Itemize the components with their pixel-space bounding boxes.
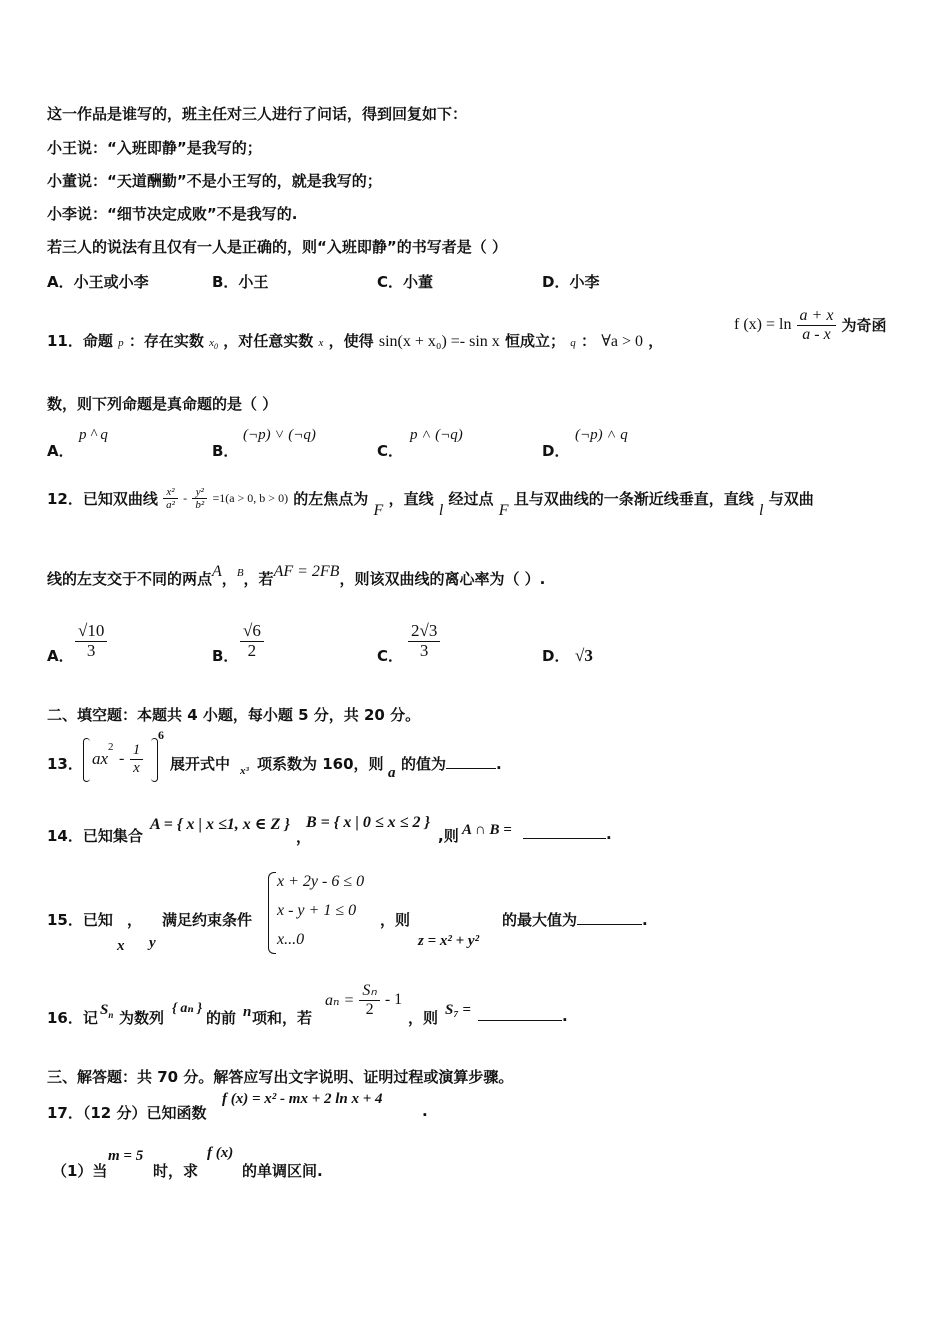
q14-comma: ， — [296, 828, 312, 846]
q15-constraint-3: x...0 — [277, 931, 305, 948]
q12-vector-eq: AF = 2FB — [273, 563, 340, 580]
q15-text-1: 满足约束条件 — [162, 911, 253, 929]
q12-y-fraction: $\frac{\text{y²}}{\text{b²}}$ — [192, 486, 207, 511]
q13-prefix: 13． — [47, 755, 83, 773]
q14-text-1: ,则 — [438, 827, 459, 845]
q16-text-2: 的前 — [206, 1009, 237, 1027]
q11-label-b: B． — [212, 442, 239, 460]
q15-text-2: ，则 — [380, 911, 411, 929]
q16-recurrence: aₙ = $\frac{\text{Sₙ}}{2}$ - 1 — [325, 982, 403, 1018]
q12-equation: =1(a > 0, b > 0) — [212, 491, 289, 506]
q16-text-3: 项和，若 — [252, 1009, 313, 1027]
q15-comma: ， — [127, 911, 143, 929]
q10-option-b: B．小王 — [212, 273, 269, 291]
q10-option-a: A．小王或小李 — [47, 273, 149, 291]
q11-text-5: ： — [581, 332, 597, 350]
q16-sequence: { aₙ } — [172, 1001, 203, 1016]
q17-m-value: m = 5 — [108, 1148, 144, 1164]
section-2-heading: 二、填空题：本题共 4 小题，每小题 5 分，共 20 分。 — [47, 706, 421, 724]
q13-text-1: 展开式中 — [170, 755, 231, 773]
q11-text-1: ：存在实数 — [128, 332, 204, 350]
q10-option-d: D．小李 — [542, 273, 600, 291]
q15-brace — [268, 872, 276, 954]
q17-end: . — [422, 1102, 428, 1120]
q16-prefix: 16．记 — [47, 1009, 98, 1027]
q17-sub1-end: 的单调区间. — [242, 1162, 323, 1180]
q11-text-3: ，使得 — [328, 332, 374, 350]
intro-line-1: 这一作品是谁写的，班主任对三人进行了问话，得到回复如下： — [47, 105, 468, 123]
q16-s7: S₇ = — [445, 1002, 471, 1018]
q11-option-d: (¬p) ˄ q — [575, 427, 628, 443]
q16-n: n — [243, 1004, 252, 1020]
q11-label-c: C． — [377, 442, 404, 460]
q13-a: a — [388, 765, 396, 781]
q14-set-a: A = { x | x ≤1, x ∈ Z } — [150, 816, 290, 833]
q17-sub1-prefix: （1）当 — [52, 1162, 108, 1180]
q17-fx: f (x) — [207, 1145, 234, 1161]
section-3-heading: 三、解答题：共 70 分。解答应写出文字说明、证明过程或演算步骤。 — [47, 1068, 514, 1086]
q13-left-paren — [83, 738, 90, 782]
q13-answer-blank[interactable] — [446, 768, 496, 769]
q15-constraint-1: x + 2y - 6 ≤ 0 — [277, 873, 365, 890]
q12-F-2: F — [498, 502, 509, 520]
q12-prefix: 12．已知双曲线 — [47, 490, 158, 509]
q13-x-cubed: x³ — [240, 765, 249, 777]
q13-text-2: 项系数为 160，则 — [257, 755, 384, 773]
q16-answer-blank[interactable] — [478, 1020, 562, 1021]
q11-condition: ∀a > 0 — [601, 333, 644, 350]
q11-option-b: (¬p) ˅ (¬q) — [243, 427, 316, 443]
intro-line-3: 小董说：“天道酬勤”不是小王写的，就是我写的； — [47, 172, 382, 190]
q11-text-2: ，对任意实数 — [223, 332, 314, 350]
q12-line-2: 线的左支交于不同的两点A，$^B$，若AF = 2FB，则该双曲线的离心率为（ ）. — [47, 563, 546, 588]
q15-text-3: 的最大值为 . — [502, 911, 648, 929]
q11-function: f (x) = ln $\frac{a + x}{a - x}$ 为奇函 — [734, 307, 887, 343]
q14-set-b: B = { x | 0 ≤ x ≤ 2 } — [306, 814, 431, 831]
q11-x0: $x_0$ — [209, 337, 218, 352]
q12-l: l — [438, 502, 444, 520]
intro-line-2: 小王说：“入班即静”是我写的； — [47, 139, 262, 157]
q16-blank-wrap: . — [478, 1007, 568, 1025]
q17-function: f (x) = x² - mx + 2 ln x + 4 — [222, 1091, 383, 1107]
q17-sub1-text: 时，求 — [153, 1162, 199, 1180]
q12-option-a: $\frac{√10}{3}$ — [75, 622, 107, 660]
q14-intersection: A ∩ B = — [462, 822, 512, 838]
q11-text-6: ， — [648, 332, 664, 350]
q12-option-c: $\frac{2√3}{3}$ — [408, 622, 440, 660]
q12-option-b: $\frac{√6}{2}$ — [240, 622, 264, 660]
q13-right-paren — [151, 738, 158, 782]
q13-binomial: $ax^2$ - $\frac{1}{x}$ — [92, 741, 143, 776]
q11-text-4: 恒成立； — [505, 332, 566, 350]
q11-option-c: p ˄ (¬q) — [410, 427, 463, 443]
q12-label-c: C． — [377, 647, 404, 665]
q12-l-2: l — [759, 502, 764, 520]
q11-p: p — [118, 337, 124, 349]
q12-option-d: √3 — [575, 646, 593, 665]
q16-sn: $S_n$ — [100, 1002, 114, 1020]
q15-prefix: 15．已知 — [47, 911, 113, 929]
q11-fraction: $\frac{a + x}{a - x}$ — [797, 307, 837, 343]
q15-objective: z = x² + y² — [418, 933, 480, 949]
q15-y: y — [149, 935, 156, 951]
q12-label-a: A． — [47, 647, 74, 665]
q11-sin-expr: sin(x + x₀) =- sin x — [378, 333, 500, 350]
q16-text-4: ，则 — [408, 1009, 439, 1027]
intro-line-4: 小李说：“细节决定成败”不是我写的. — [47, 205, 298, 223]
q11-prefix: 11．命题 — [47, 332, 113, 350]
q11-line-2: 数，则下列命题是真命题的是（ ） — [47, 395, 278, 413]
q11-option-a: p ^ q — [79, 427, 108, 443]
q11-label-a: A． — [47, 442, 74, 460]
q14-answer-blank[interactable] — [523, 838, 606, 839]
q14-blank-wrap: . — [523, 825, 612, 843]
q10-option-c: C．小董 — [377, 273, 434, 291]
q12-stem: 12．已知双曲线 $\frac{\text{x²}}{\text{a²}}$ - $\frac{\text{y²}}{\text{b²}}$ =1(a > 0, b > 0) 的左焦点为 F ，直线 l 经过点 F 且与双曲线的一条渐近线垂直，直线 l 与双曲 — [47, 486, 814, 520]
q16-text-1: 为数列 — [119, 1009, 165, 1027]
q12-label-d: D． — [542, 647, 570, 665]
q11-x: x — [318, 337, 324, 349]
q12-x-fraction: $\frac{\text{x²}}{\text{a²}}$ — [163, 486, 178, 511]
q12-F: F — [373, 502, 384, 520]
q15-constraint-2: x - y + 1 ≤ 0 — [277, 902, 357, 919]
q15-x: x — [117, 938, 125, 954]
q13-text-3: 的值为 . — [401, 755, 502, 773]
q13-exponent: 6 — [158, 728, 164, 742]
q11-label-d: D． — [542, 442, 570, 460]
q17-stem: 17．（12 分）已知函数 — [47, 1104, 207, 1122]
intro-line-5: 若三人的说法有且仅有一人是正确的，则“入班即静”的书写者是（ ） — [47, 238, 507, 256]
q15-answer-blank[interactable] — [577, 924, 642, 925]
q11-stem — [47, 330, 663, 351]
q12-label-b: B． — [212, 647, 239, 665]
q14-stem: 14．已知集合 — [47, 827, 143, 845]
q11-q: q — [570, 337, 576, 349]
